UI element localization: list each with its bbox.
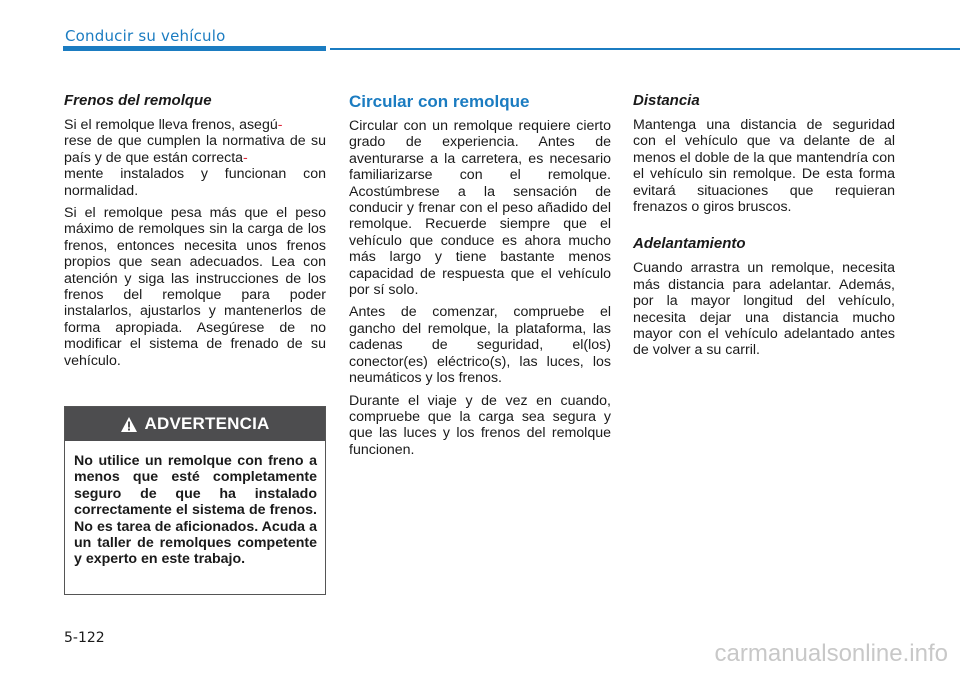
paragraph-driving-1: Circular con un remolque requiere cierto grado de experiencia. Antes de aventurarse a la carretera, es necesario familiarizarse con el remolque. Acostúmbrese a la sensación de conducir y frenar con el peso añadido del remolque. Recuerde siempre que el vehículo que conduce es ahora mucho más largo y tiene bastante menos capacidad de respuesta que el vehículo por sí solo. [349,118,611,299]
warning-triangle-icon [121,417,137,432]
page-number: 5-122 [64,630,105,646]
warning-box [64,406,326,595]
warning-title: ADVERTENCIA [144,414,270,433]
text-fragment: mente instalados y funcionan con normalidad. [64,166,326,199]
header-bar-thin [330,48,960,50]
heading-driving-with-trailer: Circular con remolque [349,92,530,111]
column-left [64,92,326,375]
warning-text: No utilice un remolque con freno a menos que esté completamente seguro de que ha instalado correctamente el sistema de frenos. No es tarea de aficionados. Acuda a un taller de remolques competente y experto en este trabajo. [74,453,317,568]
paragraph-overtaking: Cuando arrastra un remolque, necesita más distancia para adelantar. Además, por la mayor longitud del vehículo, necesita dejar una distancia mucho mayor con el vehículo adelantado antes de volver a su carril. [633,260,895,359]
heading-overtaking: Adelantamiento [633,235,746,253]
paragraph-trailer-brakes-1 [64,117,326,199]
paragraph-distance: Mantenga una distancia de seguridad con el vehículo que va delante de al menos el doble de la que mantendría con el vehículo sin remolque. De esta forma evitará situaciones que requieran frenazos o giros bruscos. [633,117,895,216]
section-title: Conducir su vehículo [65,27,226,45]
warning-header [65,407,325,441]
paragraph-driving-2: Antes de comenzar, compruebe el gancho del remolque, la plataforma, las cadenas de seguridad, el(los) conector(es) eléctrico(s), las luces, los neumáticos y los frenos. [349,304,611,387]
header-bar-thick [63,46,326,51]
paragraph-trailer-brakes-2: Si el remolque pesa más que el peso máximo de remolques sin la carga de los frenos, entonces necesita unos frenos propios que sean adecuados. Lea con atención y siga las instrucciones de los frenos del remolque para poder instalarlos, ajustarlos y mantenerlos de forma apropiada. Asegúrese de no modificar el sistema de frenado de su vehículo. [64,205,326,369]
text-fragment: Si el remolque lleva frenos, asegú [64,117,278,133]
watermark: carmanualsonline.info [714,640,948,667]
heading-trailer-brakes: Frenos del remolque [64,92,212,109]
hyphen: - [277,117,283,133]
column-right [633,92,895,365]
text-fragment: rese de que cumplen la normativa de su país y de que están correcta [64,133,326,166]
paragraph-driving-3: Durante el viaje y de vez en cuando, compruebe que la carga sea segura y que las luces y los frenos del remolque funcionen. [349,392,611,458]
column-middle [349,92,611,464]
heading-distance: Distancia [633,92,700,109]
hyphen: - [243,149,248,166]
